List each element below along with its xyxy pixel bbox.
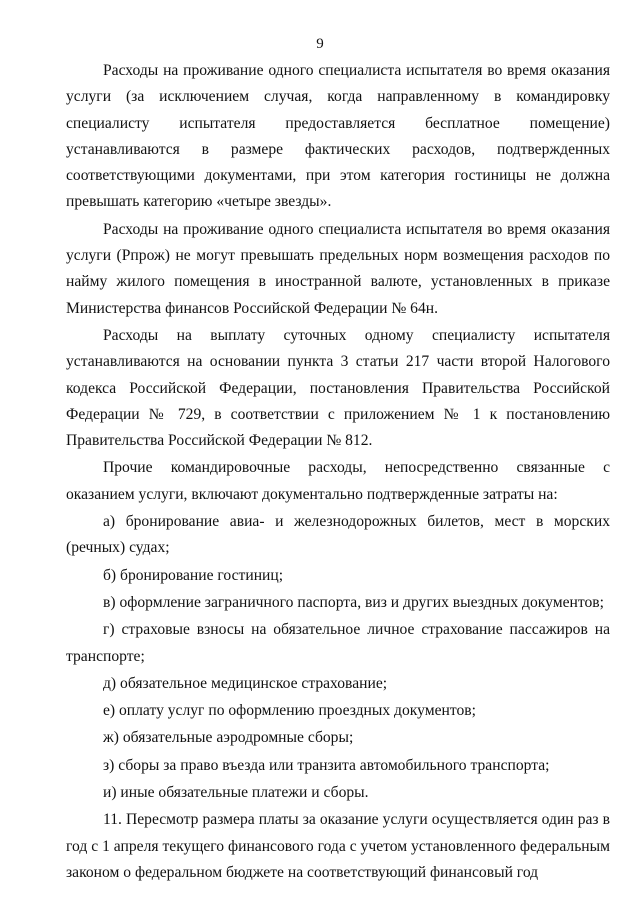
list-item-e: е) оплату услуг по оформлению проездных документов;: [103, 702, 476, 720]
list-item-z: з) сборы за право въезда или транзита автомобильного транспорта;: [103, 756, 550, 774]
paragraph-per-diem: Расходы на выплату суточных одному специалисту испытателя устанавливаются на основании пункта 3 статьи 217 части второй Налогового кодекса Российской Федерации, постановления Правительства Российской Федерации № 729, в соответствии с приложением № 1 к постановлению Правительства Российской Федерации № 812.: [66, 326, 610, 450]
paragraph-accommodation-costs: Расходы на проживание одного специалиста испытателя во время оказания услуги (за исключением случая, когда направленному в командировку специалисту испытателя предоставляется бесплатное помещение) устанавливаются в размере фактических расходов, подтвержденных соответствующими документами, при этом категория гостиницы не должна превышать категорию «четыре звезды».: [66, 62, 610, 211]
list-item-g: г) страховые взносы на обязательное личное страхование пассажиров на транспорте;: [66, 621, 610, 665]
document-body: [66, 58, 610, 886]
page-number: 9: [316, 36, 324, 52]
paragraph-accommodation-limit: Расходы на проживание одного специалиста испытателя во время оказания услуги (Рпрож) не могут превышать предельных норм возмещения расходов по найму жилого помещения в иностранной валюте, установленных в приказе Министерства финансов Российской Федерации № 64н.: [66, 220, 610, 317]
list-item-zh: ж) обязательные аэродромные сборы;: [103, 729, 354, 747]
paragraph-other-expenses: Прочие командировочные расходы, непосредственно связанные с оказанием услуги, включают документально подтвержденные затраты на:: [66, 459, 610, 503]
list-item-b: б) бронирование гостиниц;: [103, 566, 284, 584]
list-item-a: а) бронирование авиа- и железнодорожных билетов, мест в морских (речных) судах;: [66, 513, 610, 557]
list-item-i: и) иные обязательные платежи и сборы.: [103, 784, 369, 802]
paragraph-section-11: 11. Пересмотр размера платы за оказание услуги осуществляется один раз в год с 1 апреля текущего финансового года с учетом установленного федеральным законом о федеральном бюджете на соответствующий финансовый год: [66, 811, 610, 881]
list-item-v: в) оформление заграничного паспорта, виз и других выездных документов;: [103, 593, 604, 611]
list-item-d: д) обязательное медицинское страхование;: [103, 674, 388, 692]
